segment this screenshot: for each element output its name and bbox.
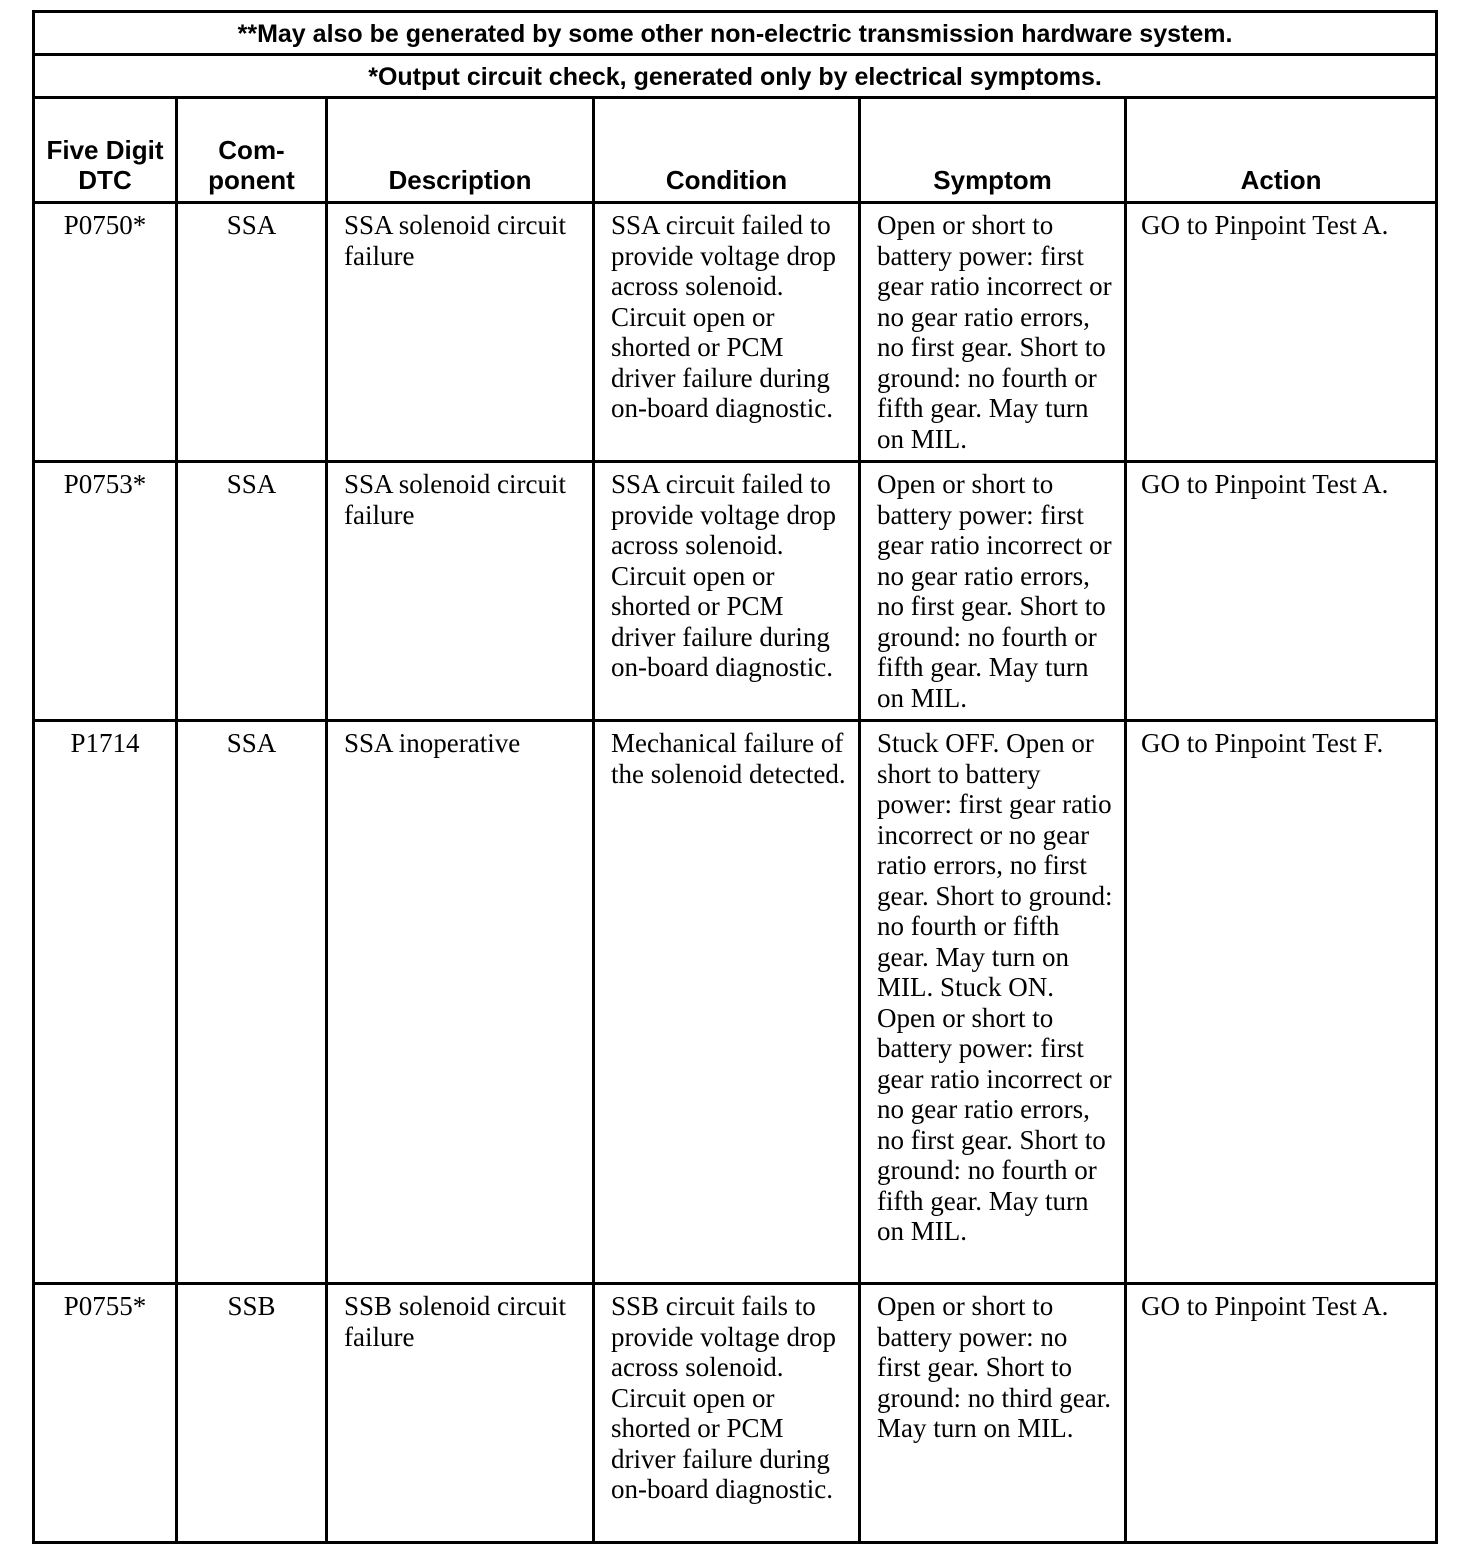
table-row <box>34 721 1437 1284</box>
component: SSA <box>177 721 327 1284</box>
header-dtc: Five Digit DTC <box>34 98 177 203</box>
dtc-table <box>32 10 1438 1544</box>
symptom: Stuck OFF. Open or short to battery power: first gear ratio incorrect or no gear ratio errors, no first gear. Short to ground: no fourth or fifth gear. May turn on MIL. Stuck ON. Open or short to battery power: first gear ratio incorrect or no gear ratio errors, no first gear. Short to ground: no fourth or fifth gear. May turn on MIL. <box>860 721 1126 1284</box>
action: GO to Pinpoint Test A. <box>1126 462 1437 721</box>
note-single-star: *Output circuit check, generated only by electrical symptoms. <box>34 55 1437 98</box>
description: SSA inoperative <box>327 721 594 1284</box>
table-row <box>34 203 1437 462</box>
dtc-code: P0753* <box>34 462 177 721</box>
description: SSA solenoid circuit failure <box>327 462 594 721</box>
action: GO to Pinpoint Test F. <box>1126 721 1437 1284</box>
condition: SSB circuit fails to provide voltage drop across solenoid. Circuit open or shorted or PCM driver failure during on-board diagnostic. <box>594 1284 860 1543</box>
condition: Mechanical failure of the solenoid detected. <box>594 721 860 1284</box>
note-row-double-star <box>34 12 1437 55</box>
action: GO to Pinpoint Test A. <box>1126 1284 1437 1543</box>
symptom: Open or short to battery power: no first gear. Short to ground: no third gear. May turn on MIL. <box>860 1284 1126 1543</box>
note-double-star: **May also be generated by some other non-electric transmission hardware system. <box>34 12 1437 55</box>
description: SSA solenoid circuit failure <box>327 203 594 462</box>
dtc-code: P1714 <box>34 721 177 1284</box>
component: SSA <box>177 462 327 721</box>
condition: SSA circuit failed to provide voltage drop across solenoid. Circuit open or shorted or PCM driver failure during on-board diagnostic. <box>594 462 860 721</box>
dtc-code: P0755* <box>34 1284 177 1543</box>
header-action: Action <box>1126 98 1437 203</box>
action: GO to Pinpoint Test A. <box>1126 203 1437 462</box>
header-component: Com-ponent <box>177 98 327 203</box>
symptom: Open or short to battery power: first gear ratio incorrect or no gear ratio errors, no first gear. Short to ground: no fourth or fifth gear. May turn on MIL. <box>860 462 1126 721</box>
header-symptom: Symptom <box>860 98 1126 203</box>
symptom: Open or short to battery power: first gear ratio incorrect or no gear ratio errors, no first gear. Short to ground: no fourth or fifth gear. May turn on MIL. <box>860 203 1126 462</box>
dtc-code: P0750* <box>34 203 177 462</box>
header-row <box>34 98 1437 203</box>
note-row-single-star <box>34 55 1437 98</box>
condition: SSA circuit failed to provide voltage drop across solenoid. Circuit open or shorted or PCM driver failure during on-board diagnostic. <box>594 203 860 462</box>
component: SSB <box>177 1284 327 1543</box>
header-condition: Condition <box>594 98 860 203</box>
table-row <box>34 462 1437 721</box>
component: SSA <box>177 203 327 462</box>
header-description: Description <box>327 98 594 203</box>
table-row <box>34 1284 1437 1543</box>
description: SSB solenoid circuit failure <box>327 1284 594 1543</box>
